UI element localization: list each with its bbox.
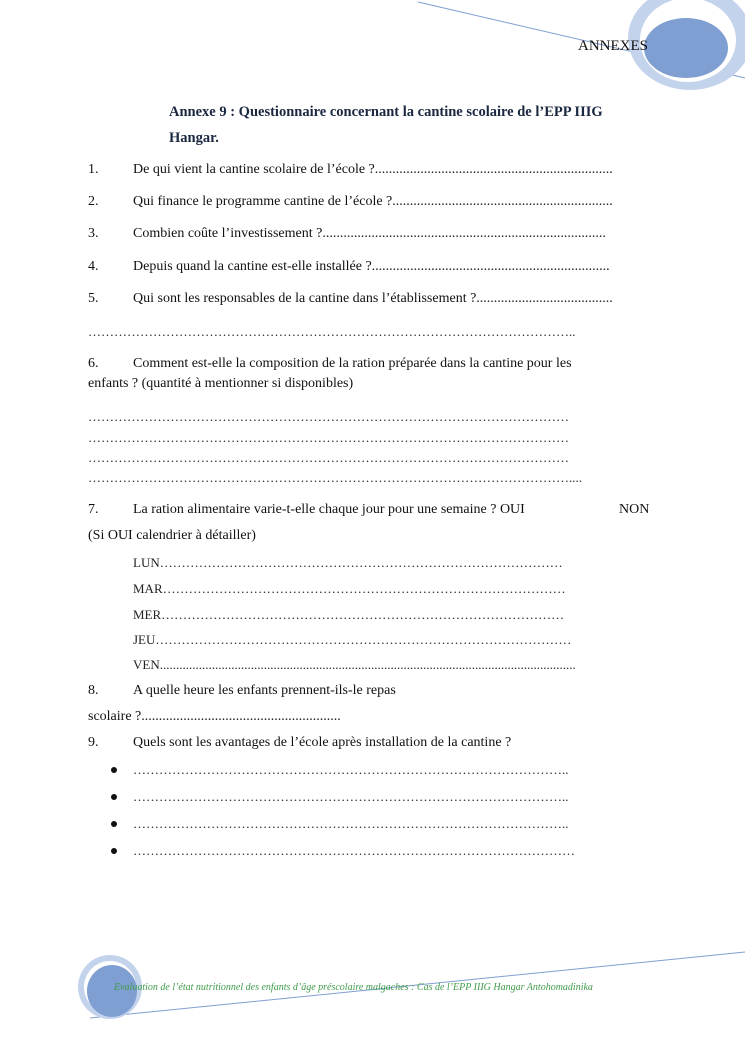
answer-line: ………………………………………………………………………………………………….... bbox=[88, 470, 582, 485]
question-number: 7. bbox=[88, 502, 99, 517]
day-line-jeu: JEU…………………………………………………………………………………… bbox=[133, 632, 572, 647]
question-number: 9. bbox=[88, 735, 99, 750]
bullet-answer-line: ……………………………………………………………………………………….. bbox=[133, 762, 569, 777]
answer-line: ………………………………………………………………………………………………….. bbox=[88, 324, 576, 339]
question-text: Combien coûte l’investissement ?................................................................................. bbox=[133, 226, 606, 241]
question-text: Comment est-elle la composition de la ration préparée dans la cantine pour les bbox=[133, 356, 572, 371]
day-line-mer: MER………………………………………………………………………………… bbox=[133, 607, 565, 622]
annex-title-line1: Annexe 9 : Questionnaire concernant la cantine scolaire de l’EPP IIIG bbox=[169, 104, 603, 120]
question-text: De qui vient la cantine scolaire de l’école ?.................................................................... bbox=[133, 162, 613, 177]
question-number: 4. bbox=[88, 259, 99, 274]
question-number: 2. bbox=[88, 194, 99, 209]
question-text: Depuis quand la cantine est-elle installée ?.................................................................... bbox=[133, 259, 610, 274]
question-text: Qui finance le programme cantine de l’école ?............................................................... bbox=[133, 194, 613, 209]
option-non: NON bbox=[619, 502, 650, 517]
day-line-mar: MAR………………………………………………………………………………… bbox=[133, 581, 566, 596]
question-text: A quelle heure les enfants prennent-ils-le repas bbox=[133, 683, 396, 698]
header-title: ANNEXES bbox=[578, 38, 648, 54]
bullet-dot bbox=[111, 821, 117, 827]
footer-text: Evaluation de l’état nutritionnel des enfants d’âge préscolaire malgaches : Cas de l’EPP IIIG Hangar Antohomadinika bbox=[114, 982, 593, 993]
question-text: Qui sont les responsables de la cantine dans l’établissement ?....................................... bbox=[133, 291, 613, 306]
annex-title-line2: Hangar. bbox=[169, 130, 219, 146]
question-text-continuation: enfants ? (quantité à mentionner si disponibles) bbox=[88, 376, 354, 391]
question-subtext: (Si OUI calendrier à détailler) bbox=[88, 528, 256, 543]
question-number: 1. bbox=[88, 162, 99, 177]
question-text: Quels sont les avantages de l’école après installation de la cantine ? bbox=[133, 735, 512, 750]
bullet-dot bbox=[111, 848, 117, 854]
day-line-lun: LUN………………………………………………………………………………… bbox=[133, 555, 563, 570]
question-number: 3. bbox=[88, 226, 99, 241]
answer-line: ………………………………………………………………………………………………… bbox=[88, 430, 569, 445]
day-line-ven: VEN................................................................................................................................ bbox=[133, 657, 576, 672]
bullet-dot bbox=[111, 767, 117, 773]
bullet-dot bbox=[111, 794, 117, 800]
bullet-answer-line: ……………………………………………………………………………………….. bbox=[133, 816, 569, 831]
bullet-answer-line: ……………………………………………………………………………………….. bbox=[133, 789, 569, 804]
answer-line: ………………………………………………………………………………………………… bbox=[88, 450, 569, 465]
question-text: La ration alimentaire varie-t-elle chaque jour pour une semaine ? OUI bbox=[133, 502, 525, 517]
answer-line: ………………………………………………………………………………………………… bbox=[88, 409, 569, 424]
question-number: 5. bbox=[88, 291, 99, 306]
header-decoration bbox=[0, 0, 745, 110]
header-circle-inner bbox=[644, 18, 728, 78]
bullet-answer-line: ………………………………………………………………………………………… bbox=[133, 843, 575, 858]
question-number: 6. bbox=[88, 356, 99, 371]
question-number: 8. bbox=[88, 683, 99, 698]
footer-decoration bbox=[0, 940, 745, 1053]
question-text-continuation: scolaire ?......................................................... bbox=[88, 709, 341, 724]
